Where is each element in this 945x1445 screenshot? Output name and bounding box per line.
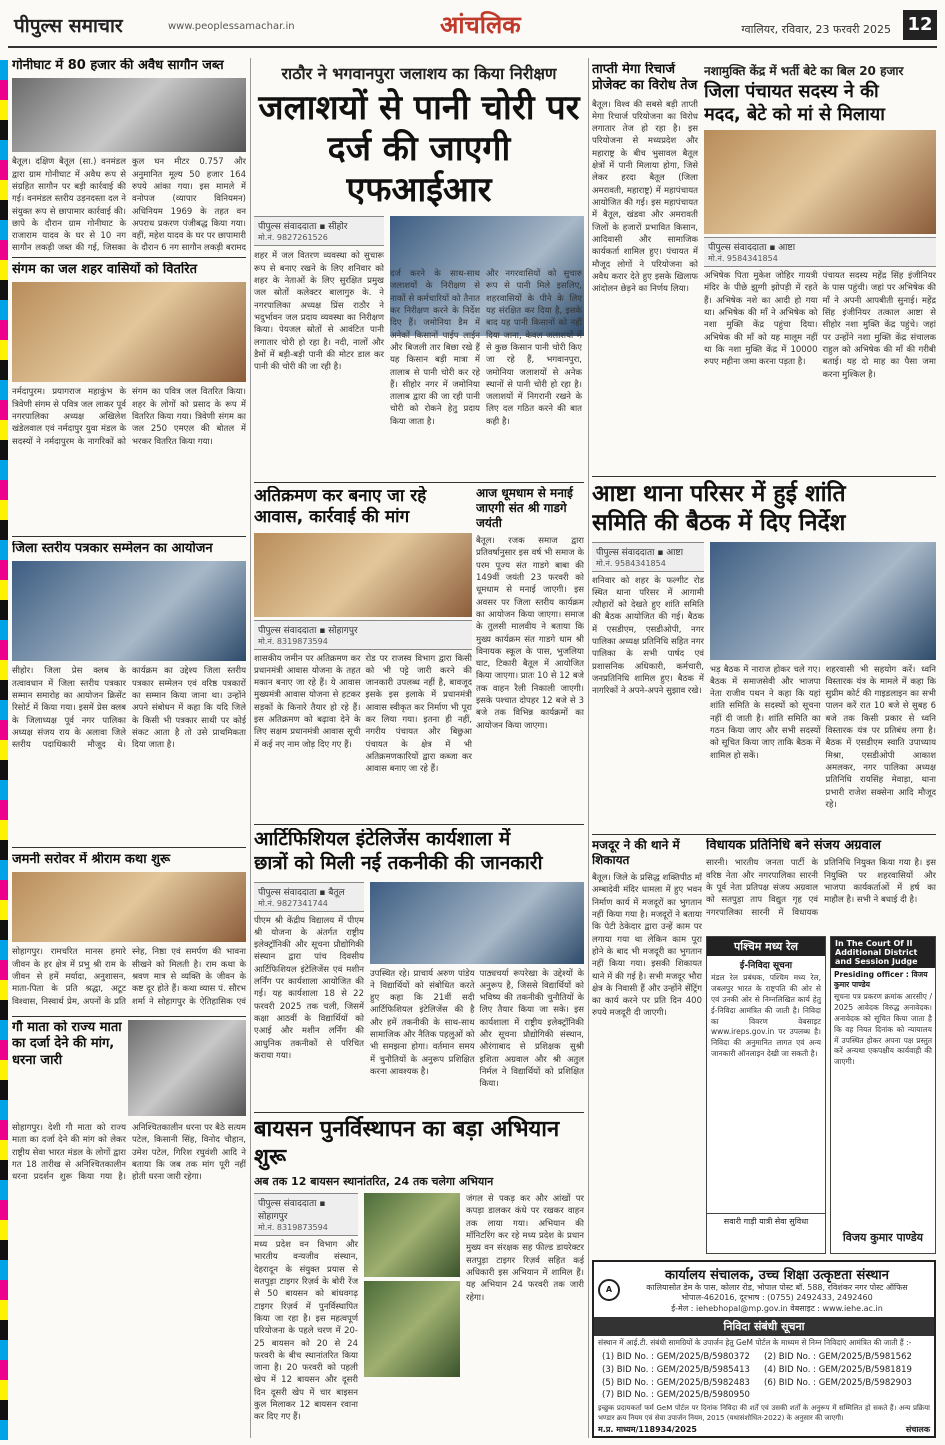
story-body: नर्मदापुरम। प्रयागराज महाकुंभ के त्रिवेणी संगम से पवित्र जल लाकर पूर्व नगरपालिका अध्यक्ष अखिलेश खंडेलवाल एवं नर्मदापुर युवा मंडल के सदस्यों ने नर्मदापुरम के नागरिकों को संगम का पवित्र जल वितरित किया। शहर के लोगों को प्रसाद के रूप में वितरित किया गया। त्रिवेणी संगम का जल 250 एमएल की बोतल में भरकर वितरित किया गया। (12, 387, 246, 447)
color-registration-strip (0, 60, 8, 1440)
story-gaumata (12, 1020, 246, 1440)
story-body: बैतूल। दक्षिण बैतूल (सा.) वनमंडल द्वारा ग्राम गोनीघाट में अवैध रूप से संग्रहित सागौन पर बड़ी कार्रवाई की गई। वनमंडल स्तरीय उड़नदस्ता दल ने संयुक्त रूप से छापामार कार्रवाई की। छापे के दौरान ग्राम गोनीघाट के राजाराम यादव के घर से 10 नग सागौन लकड़ी जब्त की गई, जिसका कुल घन मीटर 0.757 और अनुमानित मूल्य 50 हजार 164 रुपये आंका गया। इस मामले में वनोपज (व्यापार विनियमन) अधिनियम 1969 के तहत वन अपराध प्रकरण पंजीबद्ध किया गया। वहीं, महेश यादव के घर पर छापामारी के दौरान 6 नग सागौन लकड़ी बरामद (12, 157, 246, 254)
ram-katha-stage-photo (12, 872, 246, 942)
institute-logo-icon: A (598, 1279, 620, 1301)
mother-son-reunion-photo (704, 130, 936, 234)
story-jalashay-col3: और नगरवासियों को सुचारु रूप से पानी मिले इसलिए, शहरवासियों के पीने के लिए यह संरक्षित कर दिया है, इसके बाद यह पानी किसानों को नहीं दिया जाना, केवल जलाशयों में से कुछ किसान पानी चोरी किए जा रहे हैं, भगवानपुरा, जमोनिया जलाशयों से अनेक स्थानों से पानी चोरी हो रहा है। जलाशयों में निगरानी रखने के लिए दल गठित करने की बात कही है। (486, 269, 582, 427)
tender-office-title: कार्यालय संचालक, उच्च शिक्षा उत्कृष्टता संस्थान (664, 1268, 890, 1283)
headline-line-2: समिति की बैठक में दिए निर्देश (592, 509, 846, 536)
headline-line-2: आवास, कार्रवाई की मांग (254, 507, 410, 528)
divider (592, 834, 936, 835)
subhead: अब तक 12 बायसन स्थानांतरित, 24 तक चलेगा अभियान (254, 1175, 494, 1188)
court-notice (830, 936, 936, 1254)
headline: संगम का जल शहर वासियों को वितरित (12, 262, 198, 277)
story-majdoor (592, 838, 702, 1258)
headline: आज धूमधाम से मनाई जाएगी संत श्री गाडगे जयंती (476, 486, 573, 530)
headline-line-1: अतिक्रमण कर बनाए जा रहे (254, 486, 427, 506)
byline: पीपुल्स संवाददाता ▪ सोहागपुर मो.नं. 8319873594 (254, 620, 472, 650)
protest-photo (128, 1020, 246, 1116)
encroachment-site-photo (254, 533, 472, 617)
court-body: सूचना पत्र प्रकरण क्रमांक आरसीए / 2025 आवेदक विरुद्ध अनावेदक। अनावेदक को सूचित किया जाता है कि वह नियत दिनांक को न्यायालय में उपस्थित होकर अपना पक्ष प्रस्तुत करें अन्यथा एकपक्षीय कार्यवाही की जाएगी। (834, 992, 932, 1067)
newspaper-brand: पीपुल्स समाचार (14, 15, 123, 37)
bid-item: (3) BID No. : GEM/2025/B/5985413 (602, 1364, 750, 1375)
story-body: सारनी। भारतीय जनता पार्टी के वरिष्ठ नेता और नगरपालिका सारनी के पूर्व नेता प्रतिपक्ष संजय अग्रवाल को सतपुड़ा ताप विद्युत गृह एवं नगरपालिका सारनी में विधायक प्रतिनिधि नियुक्त किया गया है। इस नियुक्ति पर शहरवासियों और भाजपा कार्यकर्ताओं में हर्ष का माहौल है। सभी ने बधाई दी है। (706, 858, 936, 918)
bison-photo-2 (364, 1281, 460, 1377)
tender-advertisement (592, 1260, 936, 1438)
story-body: बैतूल। जिले के प्रसिद्ध शक्तिपीठ माँ अम्बादेवी मंदिर धामला में हुए भवन निर्माण कार्य में मजदूरों का भुगतान नहीं किया गया है। मजदूरों ने बताया कि पेटी ठेकेदार द्वारा उन्हें काम पर लगाया गया था लेकिन काम पूरा होने के बाद भी मजदूरी का भुगतान नहीं किया गया। इसकी शिकायत थाने में की गई है। सभी मजदूर भौरा क्षेत्र के निवासी हैं और उन्होंने सेंट्रिंग का कार्य करने पर प्रति दिन 400 रुपये मजदूरी दी जाएगी। (592, 873, 702, 1019)
story-body-2: पंचायत सदस्य महेंद्र सिंह इंजीनियर के पास पहुंची। जहां पर अभिषेक की माँ ने अपनी आपबीती सुनाई। महेंद्र सिंह इंजीनियर तत्काल आष्टा से सीहोर नशा मुक्ति केंद्र पहुंचे। जहां पर उन्होंने नशा मुक्ति केंद्र संचालक राहुल को अभिषेक की माँ की गरीबी बताई। यह दो माह का पैसा जमा करना मुश्किल है। (822, 271, 936, 380)
story-body-1: अभिषेक पिता मुकेश जोहिर गायत्री मंदिर के पीछे झुग्गी झोपड़ी में रहते हैं। अभिषेक नशे का आदी हो गया था। अभिषेक की माँ ने अभिषेक को नशा मुक्ति केंद्र पहुंचा दिया। अभिषेक की माँ को यह मालूम नहीं था कि नशा मुक्ति केंद्र में 10000 रुपए महीना जमा करना पड़ता है। (704, 271, 818, 368)
headline-line-2: दर्ज की जाएगी एफआईआर (327, 128, 511, 210)
story-tapti (592, 62, 698, 472)
divider (254, 1112, 584, 1113)
headline: गौ माता को राज्य माता का दर्जा देने की मांग, धरना जारी (12, 1020, 122, 1068)
story-aavas (254, 486, 472, 820)
tender-intro: संस्थान में आई.टी. संबंधी सामग्रियों के उपार्जन हेतु GeM पोर्टल के माध्यम से निम्न निविदाएं आमंत्रित की जाती हैं :- (598, 1338, 912, 1348)
press-conference-photo (12, 561, 246, 661)
headline-line-1: आर्टिफिशियल इंटेलिजेंस कार्यशाला में (254, 828, 511, 850)
headline-line-2: छात्रों को मिली नई तकनीकी की जानकारी (254, 851, 543, 874)
headline: विधायक प्रतिनिधि बने संजय अग्रवाल (706, 838, 881, 853)
story-patrakar (12, 541, 246, 841)
story-body-1: शासकीय जमीन पर अतिक्रमण कर प्रधानमंत्री आवास योजना के तहत मकान बनाए जा रहे हैं। ये आवास मुख्यमंत्री आवास योजना से हटकर सड़कों के किनारे तैयार हो रहे हैं। इस अतिक्रमण को बढ़ावा देने के लिए सक्षम प्रधानमंत्री आवास सूची में कई नए नाम जोड़ दिए गए हैं। (254, 653, 361, 750)
story-body-1: शहर में जल वितरण व्यवस्था को सुचारू रूप से बनाए रखने के लिए शनिवार को शहर के नेताओं के लिए सुरक्षित प्रमुख जल स्रोतों कलेक्टर बालागुरु के. ने नगरपालिका अध्यक्ष प्रिंस राठौर ने भदुर्भावन जल प्रदाय व्यवस्था का निरीक्षण किया। पेयजल स्रोतों से आवंटित पानी लगातार चोरी हो रहा है। नदी, नालों और डैमों में बड़ी-बड़ी पानी की मोटर डाल कर पानी की चोरी की जा रही है। (254, 251, 384, 373)
story-body: बैतूल। विश्व की सबसे बड़ी ताप्ती मेगा रिचार्ज परियोजना का विरोध लगातार तेज हो रहा है। इस परियोजना से मध्यप्रदेश और महाराष्ट्र के बीच भुसावल बैतूल क्षेत्रों में पानी मिलाया होगा, जिसे लेकर हरदा बैतूल (जिला अमरावती, महाराष्ट्र) में महापंचायत आयोजित की गई। इस महापंचायत में बैतूल, खंडवा और अमरावती जिलों के हजारों प्रभावित किसान, आदिवासी और सामाजिक कार्यकर्ता शामिल हुए। पंचायत में मौजूद लोगों ने परियोजना को अवैध करार देते हुए इसके खिलाफ आंदोलन छेड़ने का निर्णय लिया। (592, 99, 698, 295)
bison-photo-1 (364, 1193, 460, 1277)
story-body-1: पीएम श्री केंद्रीय विद्यालय में पीएम श्री योजना के अंतर्गत राष्ट्रीय इलेक्ट्रॉनिकी और सूचना प्रौद्योगिकी संस्थान द्वारा पांच दिवसीय आर्टिफिशियल इंटेलिजेंस एवं मशीन लर्निंग पर कार्यशाला आयोजित की गई। यह कार्यशाला 18 से 22 फरवरी 2025 तक चली, जिसमें कक्षा आठवीं के विद्यार्थियों को एआई और मशीन लर्निंग की आधुनिक तकनीकों से परिचित कराया गया। (254, 915, 364, 1061)
presiding-officer: Presiding officer : विजय कुमार पाण्डेय (834, 970, 928, 989)
story-body-2: उपस्थित रहे। प्राचार्य अरुण पांडेय ने विद्यार्थियों को संबोधित करते हुए कहा कि 21वीं सदी आर्टिफिशियल इंटेलिजेंस की है और हमें तकनीकी के साथ-साथ सामाजिक और नैतिक पहलुओं को भी समझना होगा। वर्तमान समय में चुनौतियों के अनुरूप प्रशिक्षित करना आवश्यक है। (370, 968, 475, 1077)
story-sangam (12, 262, 246, 532)
divider (12, 257, 246, 258)
bid-item: (5) BID No. : GEM/2025/B/5982483 (602, 1377, 750, 1388)
divider (592, 476, 936, 477)
section-title: आंचलिक (440, 11, 521, 39)
divider (12, 536, 246, 537)
kicker: राठौर ने भगवानपुरा जलाशय का किया निरीक्षण (281, 64, 557, 83)
headline: ताप्ती मेगा रिचार्ज प्रोजेक्ट का विरोध तेज (592, 62, 698, 94)
website-url: www.peoplessamachar.in (168, 21, 295, 32)
tender-address: कालियासोत डेम के पास, कोलार रोड, भोपाल पोस्ट बॉ. 588, रविशंकर नगर पोस्ट ऑफिस भोपाल-462016, दूरभाष : (0755) 2492433, 2492460 (646, 1283, 908, 1303)
notice-subtitle: ई-निविदा सूचना (739, 961, 793, 971)
story-body-1: मध्य प्रदेश वन विभाग और भारतीय वन्यजीव संस्थान, देहरादून के संयुक्त प्रयास से सतपुड़ा टाइगर रिज़र्व के बोरी रेंज से 50 बायसन को बांधवगढ़ टाइगर रिज़र्व में पुनर्विस्थापित किया जा रहा है। इस महत्वपूर्ण परियोजना के पहले चरण में 20-25 बायसन को 20 से 24 फरवरी के बीच स्थानांतरित किया जाना है। 20 फरवरी को पहली खेप में 12 बायसन और दूसरी दिन दूसरी खेप में चार बाइसन कुल मिलाकर 12 बायसन रवाना कर दिए गए हैं। (254, 1240, 358, 1423)
story-shanti-samiti (592, 480, 936, 830)
byline: पीपुल्स संवाददाता ▪ बैतूल मो.नं. 9827341744 (254, 882, 364, 912)
bid-item: (1) BID No. : GEM/2025/B/5980372 (602, 1352, 750, 1363)
students-workshop-photo (370, 882, 584, 964)
bid-item: (4) BID No. : GEM/2025/B/5981819 (764, 1364, 912, 1375)
story-ai-workshop (254, 828, 584, 1113)
headline-line-2: मदद, बेटे को मां से मिलाया (704, 103, 885, 125)
court-signature: विजय कुमार पाण्डेय (842, 1231, 924, 1244)
story-sagon (12, 58, 246, 254)
story-body-2: जंगल से पकड़ कर और आंखों पर कपड़ा डालकर कंधे पर रखकर वाहन तक लाया गया। अभियान की मॉनिटरिंग कर रहे मध्य प्रदेश के प्रधान मुख्य वन संरक्षक सह फील्ड डायरेक्टर सतपुड़ा टाइगर रिज़र्व सहित कई अधिकारी इस अभियान में शामिल हैं। यह अभियान 24 फरवरी तक जारी रहेगा। (466, 1194, 584, 1303)
page-number: 12 (903, 10, 937, 40)
divider (12, 1016, 246, 1017)
notice-title: पश्चिम मध्य रेल (707, 937, 825, 956)
byline: पीपुल्स संवाददाता ▪ आष्टा मो.नं. 9584341854 (704, 237, 936, 267)
column-divider (250, 58, 251, 1438)
bid-item: (2) BID No. : GEM/2025/B/5981562 (764, 1352, 912, 1363)
headline-line-1: आष्टा थाना परिसर में हुई शांति (592, 481, 846, 507)
headline-line-1: जिला पंचायत सदस्य ने की (704, 81, 879, 102)
headline: जिला स्तरीय पत्रकार सम्मेलन का आयोजन (12, 541, 213, 556)
seized-timber-photo (12, 78, 246, 152)
byline: पीपुल्स संवाददाता ▪ आष्टा मो.नं. 9584341854 (592, 542, 704, 572)
story-body-2: भड़ बैठक में नाराज होकर चले गए। बैठक में समाजसेवी और भाजपा नेता राजीव पथन ने कहा कि यहां शांति समिति के सदस्यों को सूचना नहीं दी जाती है। शांति समिति का गठन किया जाए और सभी सदस्यों को सूचित किया जाए ताकि बैठक में शामिल हो सकें। (710, 664, 821, 761)
tender-reference: म.प्र. माध्यम/118934/2025 (598, 1425, 697, 1435)
tender-footer: इच्छुक प्रदायकर्ता फर्म GeM पोर्टल पर दिनांक निविदा की शर्तें एवं उसकी शर्तों के अनुरूप में सम्मिलित हो सकते हैं। अन्य प्रक्रिया भण्डार क्रय नियम एवं सेवा उपार्जन नियम, 2015 (यथासंशोधित-2022) के अनुसार की जाएगी। (598, 1404, 930, 1423)
byline: पीपुल्स संवाददाता ▪ सोहागपुर मो.नं. 8319873594 (254, 1193, 358, 1236)
kicker: नशामुक्ति केंद्र में भर्ती बेटे का बिल 20 हजार (704, 64, 904, 78)
bid-item: (7) BID No. : GEM/2025/B/5980950 (602, 1390, 750, 1401)
story-body: सोहागपुर। देशी गौ माता को राज्य माता का दर्जा देने की मांग को लेकर राष्ट्रीय सेवा भारत मंडल के लोगों द्वारा गत 18 तारीख से अनिश्चितकालीन धरना प्रदर्शन शुरू किया गया है। अनिश्चितकालीन धरना पर बैठे सत्यम पटेल, किसानी सिंह, विनोद चौहान, उमेश पटेल, गिरिश रघुवंशी आदि ने बताया कि जब तक मांग पूरी नहीं होती धरना जारी रहेगा। (12, 1123, 246, 1183)
story-body-3: पाठ्यचर्या रूपरेखा के उद्देश्यों के अनुरूप है, जिससे विद्यार्थियों को भविष्य की तकनीकी चुनौतियों के लिए तैयार किया जा सके। इस कार्यशाला में राष्ट्रीय इलेक्ट्रॉनिकी और सूचना प्रौद्योगिकी संस्थान, औरंगाबाद से प्रशिक्षक सुश्री इशिता अग्रवाल और श्री अतुल निर्मल ने विद्यार्थियों को प्रशिक्षित किया। (479, 968, 584, 1090)
divider (254, 482, 584, 483)
railway-tender-notice (706, 936, 826, 1254)
story-body: सोहागपुर। रामचरित मानस हमारे जीवन के हर क्षेत्र में प्रभु श्री राम के जीवन से हमें मर्यादा, अनुशासन, माता-पिता के प्रति श्रद्धा, अटूट विश्वास, निस्वार्थ प्रेम, अपनों के प्रति स्नेह, निष्ठा एवं समर्पण की भावना सीखने को मिलती है। राम कथा के श्रवण मात्र से व्यक्ति के जीवन के कष्ट दूर होते हैं। कथा व्यास पं. सौरभ शर्मा ने सोहागपुर के ऐतिहासिक एवं (12, 947, 246, 1007)
bid-list-left (602, 1351, 764, 1402)
bid-item: (6) BID No. : GEM/2025/B/5982903 (764, 1377, 912, 1388)
story-body: सीहोर। जिला प्रेस क्लब के तत्वावधान में जिला स्तरीय पत्रकार सम्मान समारोह का आयोजन क्रिसेंट रिसोर्ट में किया गया। इसमें प्रेस क्लब के जिलाध्यक्ष पूर्व नगर पालिका अध्यक्ष संजय राय के अलावा जिले स्तरीय पदाधिकारी मौजूद थे। कार्यक्रम का उद्देश्य जिला स्तरीय पत्रकार सम्मेलन एवं वरिष्ठ पत्रकारों का सम्मान किया जाना था। उन्होंने अपने संबोधन में कहा कि यदि जिले के किसी भी पत्रकार साथी पर कोई संकट आता है तो उसे प्राथमिकता दिया जाता है। (12, 666, 246, 751)
headline: मजदूर ने की थाने में शिकायत (592, 838, 680, 867)
headline-line-1: जलाशयों से पानी चोरी पर (258, 88, 580, 128)
tender-signatory: संचालक (905, 1425, 930, 1435)
story-body-1: शनिवार को शहर के फल्गीट रोड स्थित थाना परिसर में आगामी त्यौहारों को देखते हुए शांति समिति की बैठक आयोजित की गई। बैठक में एसडीएम, एसडीओपी, नगर पालिका अध्यक्ष प्रतिनिधि सहित नगर पालिका के सभी पार्षद एवं प्रशासनिक अधिकारी, कर्मचारी, जनप्रतिनिधि शामिल हुए। बैठक में नागरिकों ने अपने-अपने सुझाव रखे। (592, 575, 704, 697)
story-nashamukti (704, 62, 936, 472)
story-body-3: शहरवासी भी सहयोग करें। ध्वनि विस्तारक यंत्र के मामले में कहा कि सुप्रीम कोर्ट की गाइडलाइन का सभी पालन करें रात 10 बजे से सुबह 6 बजे तक किसी प्रकार से ध्वनि विस्तारक यंत्र पर प्रतिबंध लगा है। बैठक में एसडीएम स्वाति उपाध्याय मिश्रा, एसडीओपी आकाश अमलकर, नगर पालिका अध्यक्ष प्रतिनिधि रायसिंह मेवाड़ा, थाना प्रभारी राजेश सक्सेना आदि मौजूद रहे। (825, 664, 936, 810)
divider (254, 824, 584, 825)
dateline: ग्वालियर, रविवार, 23 फरवरी 2025 (741, 23, 891, 36)
story-bison (254, 1116, 584, 1436)
headline: बायसन पुनर्विस्थापन का बड़ा अभियान शुरू (254, 1117, 560, 1170)
story-pratinidhi (706, 838, 936, 932)
masthead (8, 8, 937, 48)
tender-notice-title: निविदा संबंधी सूचना (594, 1317, 934, 1336)
story-body: बैतूल। रजक समाज द्वारा प्रतिवर्षानुसार इस वर्ष भी समाज के परम पूज्य संत गाडगे बाबा की 149वीं जयंती 23 फरवरी को धूमधाम से मनाई जाएगी। इस अवसर पर जिला स्तरीय कार्यक्रम का आयोजन किया जाएगा। समाज के तुलसी मालवीय ने बताया कि मुख्य कार्यक्रम संत गाडगे धाम श्री विनायक स्कूल के पास, भुजलिया घाट, टिकारी बैतूल में आयोजित किया जाएगा। प्रातः 10 से 12 बजे तक वाहन रैली निकाली जाएगी। इसके पश्चात दोपहर 12 बजे से 3 बजे तक विभिन्न कार्यक्रमों का आयोजन किया जाएगा। (476, 536, 584, 731)
peace-committee-meeting-photo (710, 542, 936, 660)
column-divider (588, 58, 589, 1438)
byline: पीपुल्स संवाददाता ▪ सीहोर मो.नं. 9827261526 (254, 216, 384, 246)
court-title: In The Court Of II Additional District and Session Judge (831, 937, 935, 968)
tender-email: ई-मेल : iehebhopal@mp.gov.in वेबसाइट : www.iehe.ac.in (671, 1303, 883, 1313)
story-body-2: रोड पर राजस्व विभाग द्वारा किसी को भी पट्टे जारी करने की जानकारी उपलब्ध नहीं है, बावजूद इसके इस इलाके में प्रधानमंत्री आवास स्वीकृत कर निर्माण भी पूरा कर लिया गया। इतना ही नहीं, नगरीय पंचायत और बिछुआ पंचायत के क्षेत्र में भी अतिक्रमणकारियों द्वारा कब्जा कर आवास बनाए जा रहे हैं। (365, 653, 472, 775)
notice-body: मंडल रेल प्रबंधक, पश्चिम मध्य रेल, जबलपुर भारत के राष्ट्रपति की ओर से एवं उनकी ओर से निम्नलिखित कार्य हेतु ई-निविदा आमंत्रित की जाती है। निविदा का विवरण वेबसाइट www.ireps.gov.in पर उपलब्ध है। निविदा की अनुमानित लागत एवं अन्य जानकारी ऑनलाइन देखी जा सकती है। (711, 973, 821, 1059)
headline: गोनीघाट में 80 हजार की अवैध सागौन जब्त (12, 58, 224, 73)
story-jalashay-col2: दर्ज करने के साथ-साथ जलाशयों के निरीक्षण से नाकों से कर्मचारियों को तैनात कर निरीक्षण करने के निर्देश दिए हैं। जमोनिया डैम में अनेकों किसानों पाईप लाईन और बिजली तार बिछा रखे हैं यह किसान बड़ी मात्रा में तालाब से पानी चोरी कर रहे हैं। सीहोर नगर में जमोनिया तालाब द्वारा की जा रही पानी चोरी को रोकने हेतु प्रदाय किया जाता है। (390, 269, 480, 427)
headline: जमनी सरोवर में श्रीराम कथा शुरू (12, 852, 171, 867)
story-gadge (476, 486, 584, 820)
sangam-water-distribution-photo (12, 282, 246, 382)
story-shriram (12, 852, 246, 1007)
bid-list-right (764, 1351, 926, 1402)
divider (12, 847, 246, 848)
notice-footer: सवारी गाड़ी यात्री सेवा सुविधा (707, 1213, 825, 1229)
